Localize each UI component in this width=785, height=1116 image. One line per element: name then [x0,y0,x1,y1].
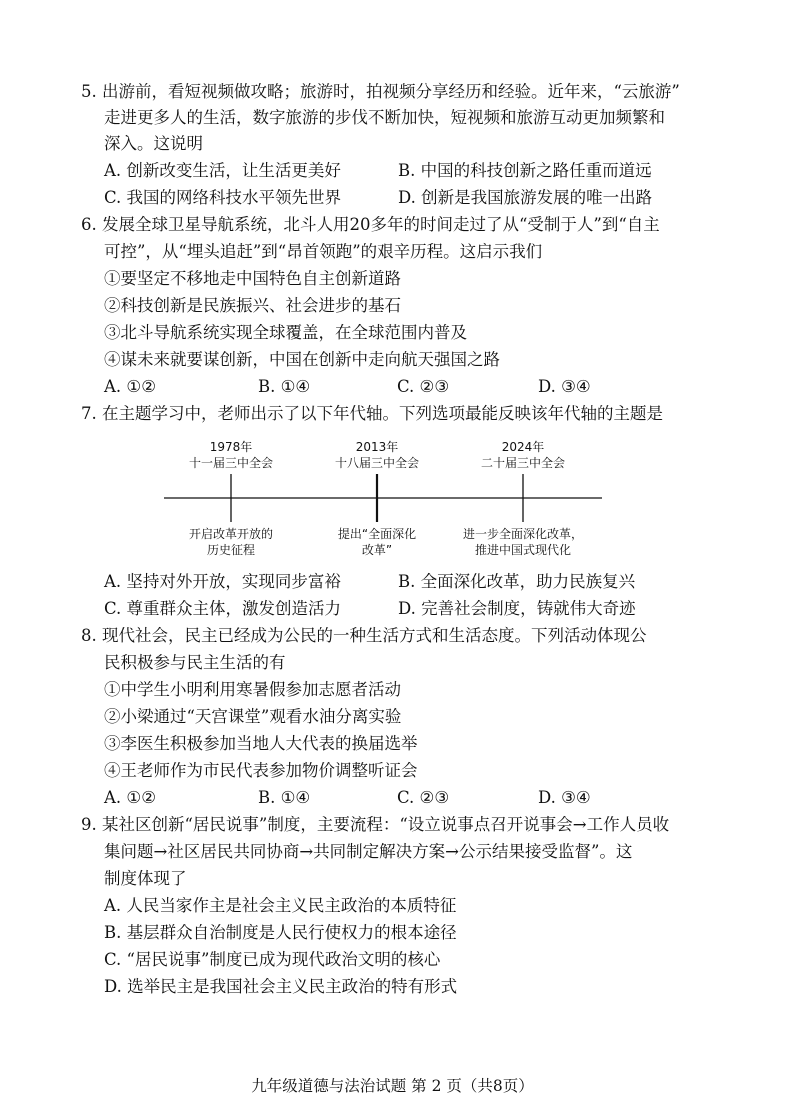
q9-option-c: C. “居民说事”制度已成为现代政治文明的核心 [104,950,441,969]
timeline-diagram [160,436,606,562]
timeline-desc-3-line-2: 推进中国式现代化 [474,543,572,557]
q5-stem-line-1: 5. 出游前，看短视频做攻略；旅游时，拍视频分享经历和经验。近年来，“云旅游” [81,82,680,101]
q8-option-b: B. ①④ [258,788,311,807]
q7-option-d: D. 完善社会制度，铸就伟大奇迹 [398,599,636,618]
q7-option-b: B. 全面深化改革，助力民族复兴 [398,572,636,591]
q6-option-b: B. ①④ [258,377,311,396]
timeline-desc-3-line-1: 进一步全面深化改革， [462,527,584,541]
q9-option-b: B. 基层群众自治制度是人民行使权力的根本途径 [104,923,457,942]
timeline-bottom-3 [463,526,583,558]
q8-option-a: A. ①② [104,788,156,807]
q7-option-c: C. 尊重群众主体，激发创造活力 [104,599,342,618]
timeline-top-1 [189,439,273,471]
q6-item-3: ③北斗导航系统实现全球覆盖，在全球范围内普及 [104,323,467,342]
q5-option-c: C. 我国的网络科技水平领先世界 [104,188,342,207]
q7-stem: 7. 在主题学习中，老师出示了以下年代轴。下列选项最能反映该年代轴的主题是 [81,404,663,423]
q6-stem-line-1: 6. 发展全球卫星导航系统，北斗人用20多年的时间走过了从“受制于人”到“自主 [81,215,660,234]
timeline-top-2 [335,439,419,471]
q6-option-d: D. ③④ [538,377,591,396]
q6-item-2: ②科技创新是民族振兴、社会进步的基石 [104,296,401,315]
q5-option-d: D. 创新是我国旅游发展的唯一出路 [398,188,653,207]
timeline-desc-2-line-1: 提出“全面深化 [337,527,417,541]
q7-option-a: A. 坚持对外开放，实现同步富裕 [104,572,341,591]
q5-stem-line-3: 深入。这说明 [104,134,203,153]
q9-option-d: D. 选举民主是我国社会主义民主政治的特有形式 [104,977,458,996]
q8-item-1: ①中学生小明利用寒暑假参加志愿者活动 [104,680,401,699]
q6-stem-line-2: 可控”，从“埋头追赶”到“昂首领跑”的艰辛历程。这启示我们 [104,242,543,261]
q8-option-d: D. ③④ [538,788,591,807]
timeline-top-3 [481,439,565,471]
q8-item-2: ②小梁通过“天宫课堂”观看水油分离实验 [104,707,402,726]
timeline-year-2013: 2013年 [355,440,399,454]
page-footer: 九年级道德与法治试题 第 2 页（共8页） [251,1077,534,1095]
q6-item-1: ①要坚定不移地走中国特色自主创新道路 [104,269,401,288]
q5-option-a: A. 创新改变生活，让生活更美好 [104,161,341,180]
q8-item-3: ③李医生积极参加当地人大代表的换届选举 [104,734,418,753]
q9-stem-line-3: 制度体现了 [104,869,187,888]
timeline-event-1978: 十一届三中全会 [188,456,274,470]
q9-stem-line-1: 9. 某社区创新“居民说事”制度，主要流程：“设立说事点召开说事会→工作人员收 [81,815,670,834]
q6-option-a: A. ①② [104,377,156,396]
q8-item-4: ④王老师作为市民代表参加物价调整听证会 [104,761,418,780]
q5-option-b: B. 中国的科技创新之路任重而道远 [398,161,652,180]
q8-option-c: C. ②③ [397,788,450,807]
timeline-desc-1-line-1: 开启改革开放的 [188,527,274,541]
timeline-desc-1-line-2: 历史征程 [206,543,256,557]
timeline-year-1978: 1978年 [209,440,253,454]
q8-stem-line-1: 8. 现代社会，民主已经成为公民的一种生活方式和生活态度。下列活动体现公 [81,626,647,645]
q6-item-4: ④谋未来就要谋创新，中国在创新中走向航天强国之路 [104,350,500,369]
timeline-event-2013: 十八届三中全会 [334,456,420,470]
timeline-event-2024: 二十届三中全会 [480,456,566,470]
timeline-bottom-1 [189,526,273,558]
q6-option-c: C. ②③ [397,377,450,396]
q9-stem-line-2: 集问题→社区居民共同协商→共同制定解决方案→公示结果接受监督”。这 [104,842,633,861]
q5-stem-line-2: 走进更多人的生活，数字旅游的步伐不断加快，短视频和旅游互动更加频繁和 [104,108,665,127]
timeline-bottom-2 [338,526,416,558]
q9-option-a: A. 人民当家作主是社会主义民主政治的本质特征 [104,896,457,915]
timeline-desc-2-line-2: 改革” [361,543,393,557]
timeline-year-2024: 2024年 [501,440,545,454]
q8-stem-line-2: 民积极参与民主生活的有 [104,653,286,672]
